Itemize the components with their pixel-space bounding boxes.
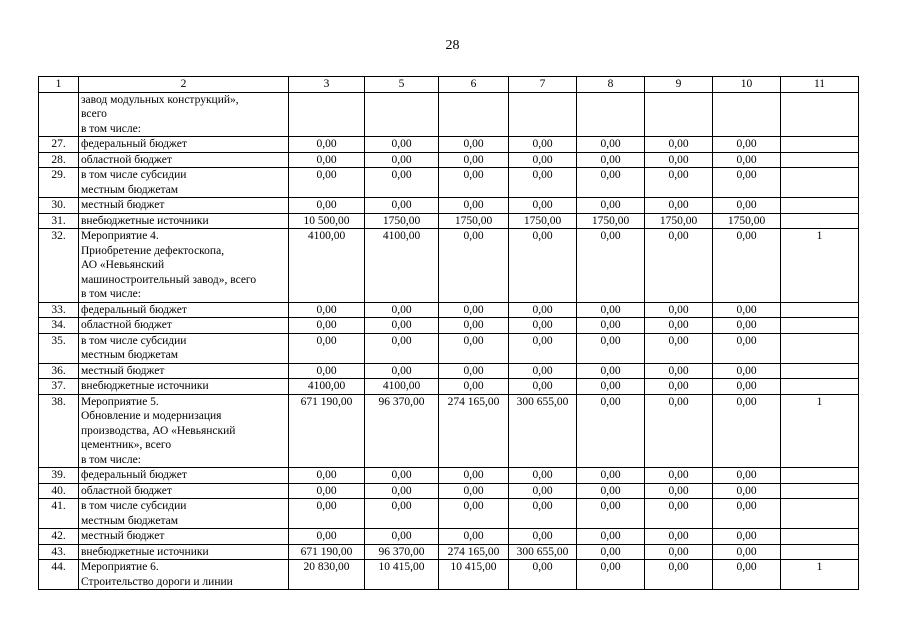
description-line: местный бюджет	[81, 199, 165, 211]
row-description	[79, 198, 289, 214]
value-cell: 0,00	[713, 333, 781, 363]
row-number: 42.	[39, 529, 79, 545]
value-cell: 4100,00	[289, 379, 365, 395]
value-cell: 0,00	[439, 333, 509, 363]
description-line: местный бюджет	[81, 530, 165, 542]
value-cell: 4100,00	[365, 229, 439, 303]
value-cell: 0,00	[645, 560, 713, 590]
value-cell: 0,00	[365, 302, 439, 318]
value-cell	[781, 92, 859, 137]
value-cell: 671 190,00	[289, 544, 365, 560]
description-line: федеральный бюджет	[81, 138, 187, 150]
value-cell: 0,00	[713, 544, 781, 560]
description-line: производства, АО «Невьянский	[81, 424, 236, 437]
row-description	[79, 560, 289, 590]
value-cell: 0,00	[645, 318, 713, 334]
row-description	[79, 168, 289, 198]
value-cell	[781, 483, 859, 499]
value-cell	[365, 92, 439, 137]
value-cell: 0,00	[289, 363, 365, 379]
value-cell	[509, 92, 577, 137]
value-cell: 1750,00	[365, 213, 439, 229]
value-cell: 0,00	[365, 483, 439, 499]
value-cell: 0,00	[509, 318, 577, 334]
header-cell: 8	[577, 77, 645, 93]
row-description	[79, 379, 289, 395]
value-cell: 0,00	[577, 333, 645, 363]
value-cell: 0,00	[713, 483, 781, 499]
value-cell: 0,00	[365, 168, 439, 198]
value-cell: 0,00	[645, 544, 713, 560]
value-cell: 0,00	[577, 302, 645, 318]
row-description	[79, 152, 289, 168]
value-cell: 0,00	[713, 229, 781, 303]
row-number: 40.	[39, 483, 79, 499]
value-cell	[713, 92, 781, 137]
value-cell: 0,00	[365, 529, 439, 545]
row-number: 39.	[39, 468, 79, 484]
description-line: Строительство дороги и линии	[81, 575, 233, 588]
value-cell: 0,00	[509, 168, 577, 198]
value-cell: 0,00	[577, 499, 645, 529]
row-description	[79, 92, 289, 137]
row-number: 41.	[39, 499, 79, 529]
header-cell: 9	[645, 77, 713, 93]
value-cell	[439, 92, 509, 137]
row-description	[79, 229, 289, 303]
value-cell: 0,00	[365, 137, 439, 153]
value-cell: 671 190,00	[289, 394, 365, 468]
description-line: в том числе:	[81, 453, 141, 466]
description-line: местным бюджетам	[81, 349, 178, 361]
description-line: Мероприятие 6.	[81, 561, 159, 573]
row-number: 33.	[39, 302, 79, 318]
value-cell: 0,00	[439, 499, 509, 529]
value-cell: 0,00	[645, 137, 713, 153]
value-cell: 0,00	[365, 333, 439, 363]
value-cell	[781, 333, 859, 363]
table-row	[39, 302, 859, 318]
value-cell: 1	[781, 394, 859, 468]
row-number: 31.	[39, 213, 79, 229]
description-line: в том числе:	[81, 122, 141, 135]
value-cell: 0,00	[509, 333, 577, 363]
value-cell	[645, 92, 713, 137]
table-row	[39, 394, 859, 468]
value-cell: 0,00	[645, 529, 713, 545]
row-number: 36.	[39, 363, 79, 379]
value-cell: 1750,00	[645, 213, 713, 229]
value-cell: 300 655,00	[509, 544, 577, 560]
value-cell: 0,00	[439, 152, 509, 168]
value-cell: 0,00	[713, 499, 781, 529]
value-cell: 0,00	[577, 152, 645, 168]
value-cell: 0,00	[577, 363, 645, 379]
value-cell: 0,00	[645, 468, 713, 484]
description-line: Приобретение дефектоскопа,	[81, 244, 225, 257]
value-cell: 0,00	[289, 468, 365, 484]
table-row	[39, 333, 859, 363]
table-row	[39, 468, 859, 484]
budget-table	[38, 76, 859, 590]
value-cell: 1750,00	[577, 213, 645, 229]
description-line: областной бюджет	[81, 319, 172, 331]
value-cell: 0,00	[645, 499, 713, 529]
row-description	[79, 137, 289, 153]
row-number: 44.	[39, 560, 79, 590]
value-cell: 0,00	[289, 152, 365, 168]
value-cell: 0,00	[365, 468, 439, 484]
value-cell: 0,00	[577, 229, 645, 303]
value-cell: 0,00	[713, 379, 781, 395]
value-cell: 20 830,00	[289, 560, 365, 590]
value-cell: 0,00	[577, 483, 645, 499]
value-cell: 0,00	[365, 499, 439, 529]
value-cell: 0,00	[289, 318, 365, 334]
value-cell: 0,00	[365, 152, 439, 168]
value-cell: 0,00	[439, 137, 509, 153]
description-line: внебюджетные источники	[81, 545, 209, 558]
value-cell: 0,00	[577, 560, 645, 590]
value-cell: 0,00	[289, 198, 365, 214]
value-cell: 0,00	[713, 168, 781, 198]
value-cell	[577, 92, 645, 137]
row-number: 30.	[39, 198, 79, 214]
table-body	[39, 77, 859, 590]
value-cell: 274 165,00	[439, 544, 509, 560]
row-number: 43.	[39, 544, 79, 560]
description-line: в том числе субсидии	[81, 500, 187, 512]
value-cell: 0,00	[645, 152, 713, 168]
value-cell	[781, 379, 859, 395]
description-line: Мероприятие 5.	[81, 395, 159, 408]
description-line: местным бюджетам	[81, 183, 178, 196]
description-line: АО «Невьянский	[81, 259, 165, 271]
value-cell: 0,00	[439, 483, 509, 499]
value-cell	[781, 529, 859, 545]
value-cell: 0,00	[509, 152, 577, 168]
value-cell: 96 370,00	[365, 394, 439, 468]
value-cell: 0,00	[577, 544, 645, 560]
table-row	[39, 213, 859, 229]
value-cell	[781, 544, 859, 560]
value-cell: 0,00	[577, 529, 645, 545]
table-row	[39, 379, 859, 395]
value-cell: 0,00	[509, 468, 577, 484]
value-cell: 0,00	[289, 168, 365, 198]
table-row	[39, 318, 859, 334]
header-cell: 6	[439, 77, 509, 93]
value-cell: 1750,00	[439, 213, 509, 229]
header-cell: 7	[509, 77, 577, 93]
row-description	[79, 544, 289, 560]
value-cell: 0,00	[509, 483, 577, 499]
row-number	[39, 92, 79, 137]
header-cell: 2	[79, 77, 289, 93]
value-cell: 0,00	[289, 499, 365, 529]
row-description	[79, 468, 289, 484]
table-row	[39, 483, 859, 499]
value-cell: 1	[781, 229, 859, 303]
value-cell: 0,00	[365, 363, 439, 379]
table-row	[39, 92, 859, 137]
row-description	[79, 318, 289, 334]
description-line: в том числе субсидии	[81, 169, 187, 181]
description-line: машиностроительный завод», всего	[81, 273, 257, 286]
value-cell: 0,00	[645, 379, 713, 395]
table-row	[39, 168, 859, 198]
row-description	[79, 213, 289, 229]
description-line: внебюджетные источники	[81, 214, 209, 227]
value-cell: 10 500,00	[289, 213, 365, 229]
value-cell	[781, 363, 859, 379]
value-cell: 0,00	[713, 152, 781, 168]
value-cell: 96 370,00	[365, 544, 439, 560]
row-number: 32.	[39, 229, 79, 303]
value-cell: 0,00	[509, 560, 577, 590]
row-number: 28.	[39, 152, 79, 168]
value-cell: 1750,00	[713, 213, 781, 229]
row-description	[79, 302, 289, 318]
value-cell: 0,00	[289, 137, 365, 153]
value-cell: 0,00	[365, 198, 439, 214]
header-cell: 11	[781, 77, 859, 93]
table-row	[39, 137, 859, 153]
value-cell: 0,00	[645, 394, 713, 468]
row-number: 29.	[39, 168, 79, 198]
table-row	[39, 560, 859, 590]
description-line: местный бюджет	[81, 364, 165, 377]
value-cell: 0,00	[509, 379, 577, 395]
row-number: 27.	[39, 137, 79, 153]
value-cell: 0,00	[439, 468, 509, 484]
value-cell: 0,00	[713, 137, 781, 153]
description-line: завод модульных конструкций»,	[81, 93, 239, 106]
description-line: в том числе:	[81, 288, 141, 300]
value-cell: 0,00	[577, 394, 645, 468]
value-cell: 4100,00	[289, 229, 365, 303]
value-cell	[781, 468, 859, 484]
value-cell: 0,00	[577, 318, 645, 334]
value-cell: 1750,00	[509, 213, 577, 229]
value-cell: 0,00	[577, 168, 645, 198]
value-cell: 0,00	[713, 363, 781, 379]
header-row	[39, 77, 859, 93]
table-row	[39, 529, 859, 545]
value-cell: 0,00	[509, 198, 577, 214]
table-row	[39, 198, 859, 214]
value-cell: 0,00	[645, 363, 713, 379]
value-cell: 0,00	[439, 379, 509, 395]
value-cell: 0,00	[577, 198, 645, 214]
row-number: 38.	[39, 394, 79, 468]
value-cell: 0,00	[713, 394, 781, 468]
value-cell: 0,00	[645, 302, 713, 318]
row-number: 35.	[39, 333, 79, 363]
value-cell: 1	[781, 560, 859, 590]
value-cell: 0,00	[289, 483, 365, 499]
value-cell	[781, 168, 859, 198]
description-line: федеральный бюджет	[81, 469, 187, 481]
value-cell: 0,00	[439, 198, 509, 214]
value-cell	[781, 499, 859, 529]
value-cell: 0,00	[289, 302, 365, 318]
row-description	[79, 529, 289, 545]
description-line: всего	[81, 108, 107, 120]
table-row	[39, 152, 859, 168]
value-cell: 0,00	[713, 468, 781, 484]
value-cell: 0,00	[713, 198, 781, 214]
value-cell: 0,00	[439, 318, 509, 334]
description-line: областной бюджет	[81, 153, 172, 166]
value-cell: 0,00	[365, 318, 439, 334]
header-cell: 10	[713, 77, 781, 93]
value-cell: 0,00	[713, 529, 781, 545]
value-cell: 0,00	[645, 483, 713, 499]
header-cell: 3	[289, 77, 365, 93]
value-cell: 0,00	[645, 333, 713, 363]
value-cell: 0,00	[577, 137, 645, 153]
value-cell: 0,00	[509, 229, 577, 303]
value-cell	[781, 302, 859, 318]
value-cell	[781, 137, 859, 153]
table-row	[39, 229, 859, 303]
table-row	[39, 544, 859, 560]
value-cell: 0,00	[645, 198, 713, 214]
value-cell: 0,00	[439, 302, 509, 318]
value-cell: 0,00	[713, 318, 781, 334]
value-cell	[781, 152, 859, 168]
description-line: Обновление и модернизация	[81, 410, 222, 422]
value-cell: 274 165,00	[439, 394, 509, 468]
header-cell: 5	[365, 77, 439, 93]
table-row	[39, 499, 859, 529]
page-number: 28	[445, 38, 460, 53]
row-number: 37.	[39, 379, 79, 395]
value-cell: 0,00	[645, 168, 713, 198]
value-cell: 0,00	[439, 229, 509, 303]
value-cell: 0,00	[713, 302, 781, 318]
value-cell: 0,00	[439, 168, 509, 198]
value-cell: 10 415,00	[439, 560, 509, 590]
row-number: 34.	[39, 318, 79, 334]
row-description	[79, 499, 289, 529]
value-cell: 0,00	[713, 560, 781, 590]
value-cell: 0,00	[577, 379, 645, 395]
description-line: Мероприятие 4.	[81, 230, 159, 242]
value-cell: 0,00	[289, 333, 365, 363]
value-cell: 0,00	[509, 302, 577, 318]
description-line: цементник», всего	[81, 439, 172, 451]
description-line: федеральный бюджет	[81, 303, 187, 316]
value-cell: 0,00	[645, 229, 713, 303]
description-line: местным бюджетам	[81, 514, 178, 527]
value-cell: 300 655,00	[509, 394, 577, 468]
value-cell	[781, 198, 859, 214]
description-line: областной бюджет	[81, 484, 172, 497]
row-description	[79, 394, 289, 468]
row-description	[79, 483, 289, 499]
value-cell	[289, 92, 365, 137]
value-cell: 4100,00	[365, 379, 439, 395]
header-cell: 1	[39, 77, 79, 93]
value-cell: 0,00	[439, 529, 509, 545]
row-description	[79, 363, 289, 379]
value-cell: 10 415,00	[365, 560, 439, 590]
value-cell: 0,00	[509, 363, 577, 379]
table-row	[39, 363, 859, 379]
value-cell: 0,00	[509, 499, 577, 529]
description-line: в том числе субсидии	[81, 334, 187, 347]
value-cell	[781, 318, 859, 334]
value-cell	[781, 213, 859, 229]
value-cell: 0,00	[439, 363, 509, 379]
value-cell: 0,00	[289, 529, 365, 545]
value-cell: 0,00	[509, 529, 577, 545]
value-cell: 0,00	[509, 137, 577, 153]
value-cell: 0,00	[577, 468, 645, 484]
row-description	[79, 333, 289, 363]
description-line: внебюджетные источники	[81, 380, 209, 392]
